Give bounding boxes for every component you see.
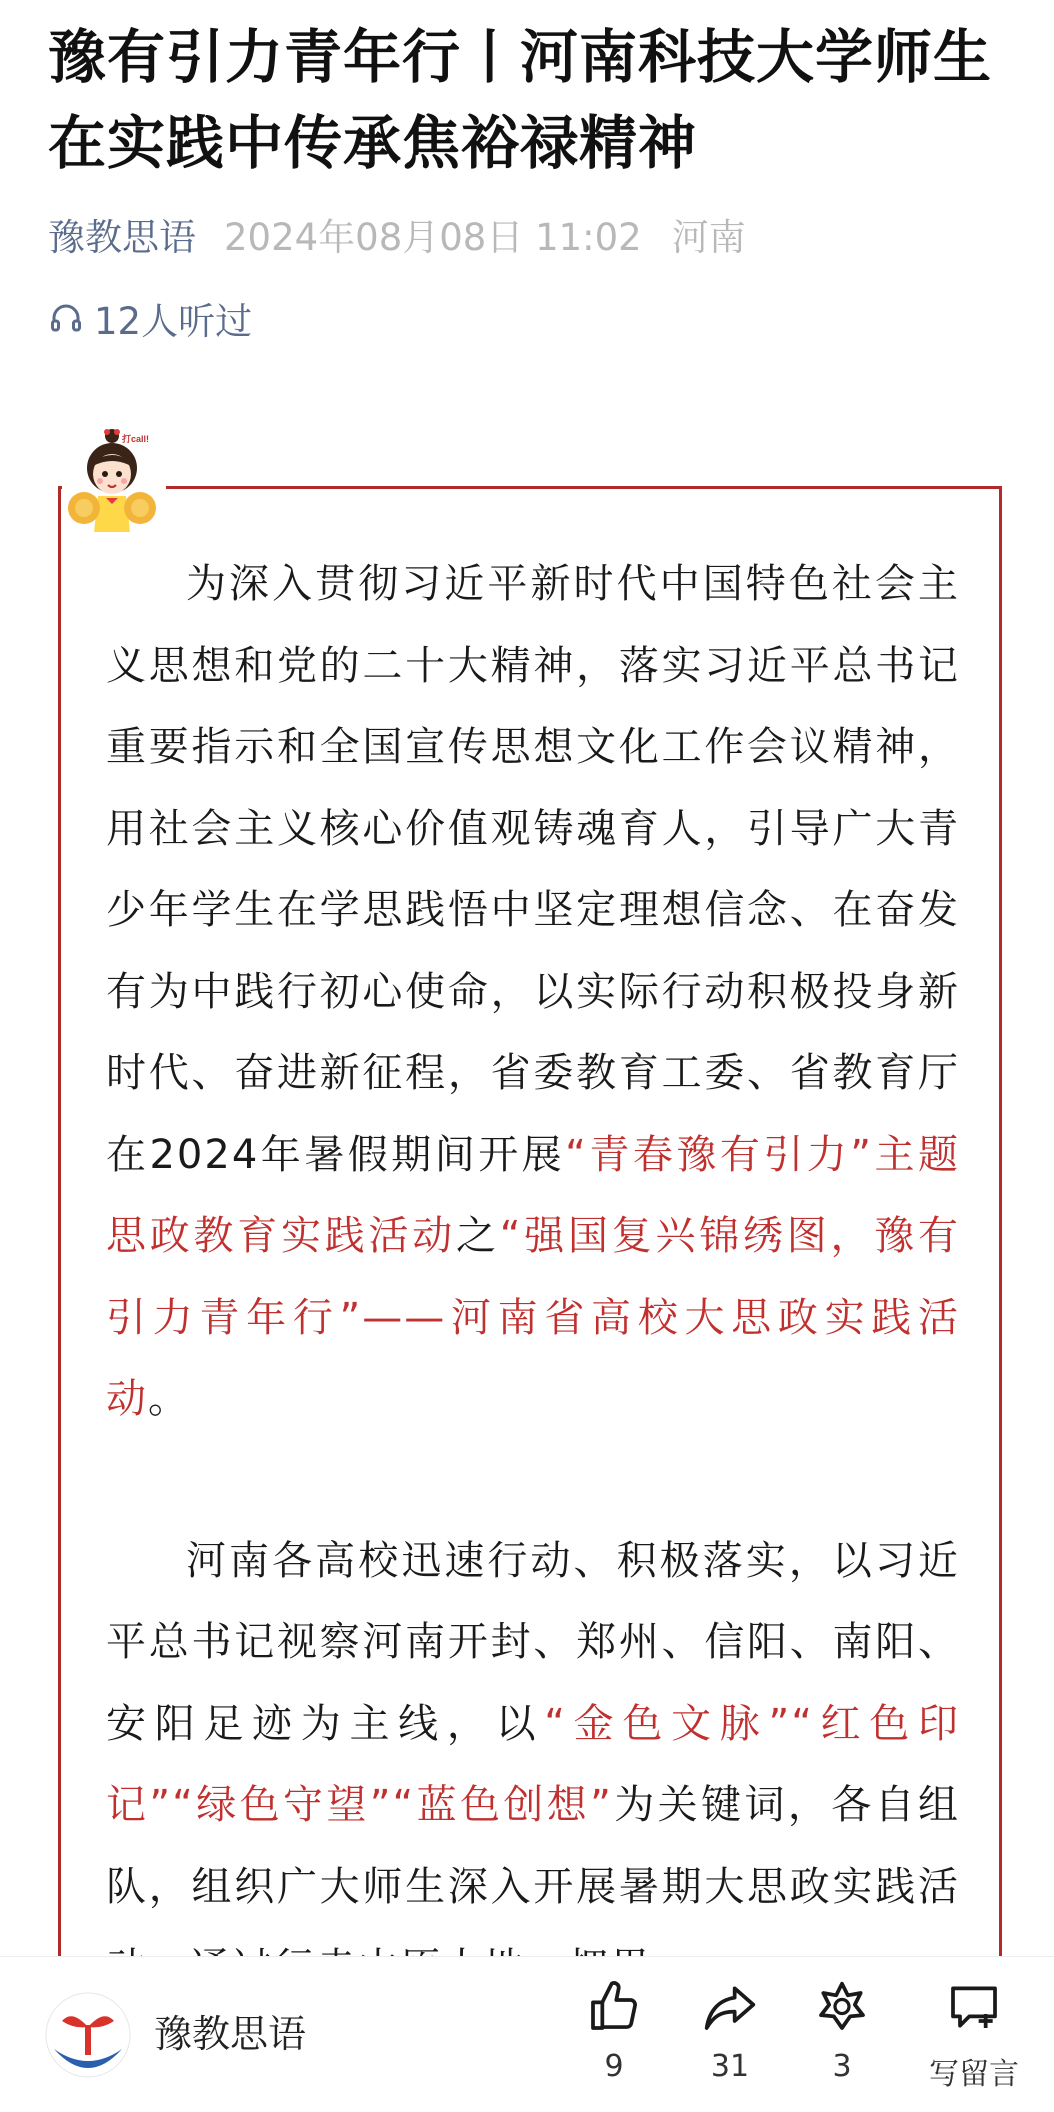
bottom-action-bar (0, 1956, 1054, 2112)
write-comment-button[interactable] (914, 1979, 1034, 2099)
listen-count: 12人听过 (94, 300, 253, 343)
p2-highlight-keywords: “金色文脉”“红色印记”“绿色守望”“蓝色创想” (106, 1700, 960, 1828)
star-flower-icon (814, 1979, 870, 2035)
comment-add-icon (946, 1979, 1002, 2035)
p2-text-a: 河南各高校迅速行动、积极落实，以习近平总书记视察河南开封、郑州、信阳、南阳、安阳足迹为主线，以 (106, 1537, 960, 1747)
article-body (106, 544, 960, 2090)
paragraph-1 (106, 544, 960, 1441)
p1-text-e: 。 (148, 1376, 190, 1422)
mascot-label: 打call! (122, 434, 150, 444)
thumbs-up-icon (586, 1979, 642, 2035)
like-button[interactable] (566, 1979, 662, 2099)
like-count: 9 (604, 2049, 624, 2084)
favorite-button[interactable] (794, 1979, 890, 2099)
comment-label: 写留言 (929, 2057, 1019, 2092)
headphones-icon (48, 300, 84, 336)
listen-info[interactable] (48, 290, 252, 346)
author-link[interactable]: 豫教思语 (48, 216, 196, 259)
account-name[interactable]: 豫教思语 (154, 2012, 307, 2056)
p1-text-a: 为深入贯彻习近平新时代中国特色社会主义思想和党的二十大精神，落实习近平总书记重要指示和全国宣传思想文化工作会议精神，用社会主义核心价值观铸魂育人，引导广大青少年学生在学思践悟中坚定理想信念、在奋发有为中践行初心使命，以实际行动积极投身新时代、奋进新征程，省委教育工委、省教育厅在2024年暑假期间开展 (106, 561, 960, 1178)
share-arrow-icon (702, 1979, 758, 2035)
publish-location: 河南 (671, 216, 746, 259)
cheerleader-girl-icon (62, 428, 166, 540)
publish-time: 2024年08月08日 11:02 (224, 216, 642, 259)
p2-text-c: 为关键词，各自组队，组织广大师生深入开展暑期大思政实践活 (106, 1782, 960, 1910)
article-title: 豫有引力青年行丨河南科技大学师生在实践中传承焦裕禄精神 (48, 23, 993, 177)
p1-highlight-program: “强国复兴锦绣图，豫有引力青年行”——河南省高校大思政实践活动 (106, 1213, 961, 1422)
p1-text-c: 之 (456, 1213, 500, 1259)
favorite-count: 3 (832, 2049, 852, 2084)
account-logo-icon[interactable] (44, 1991, 132, 2079)
article-meta (48, 206, 746, 262)
paragraph-2 (106, 1521, 960, 2010)
p1-highlight-activity: “青春豫有引力”主题思政教育实践活动 (106, 1131, 960, 1259)
share-count: 31 (710, 2049, 750, 2084)
share-button[interactable] (682, 1979, 778, 2099)
